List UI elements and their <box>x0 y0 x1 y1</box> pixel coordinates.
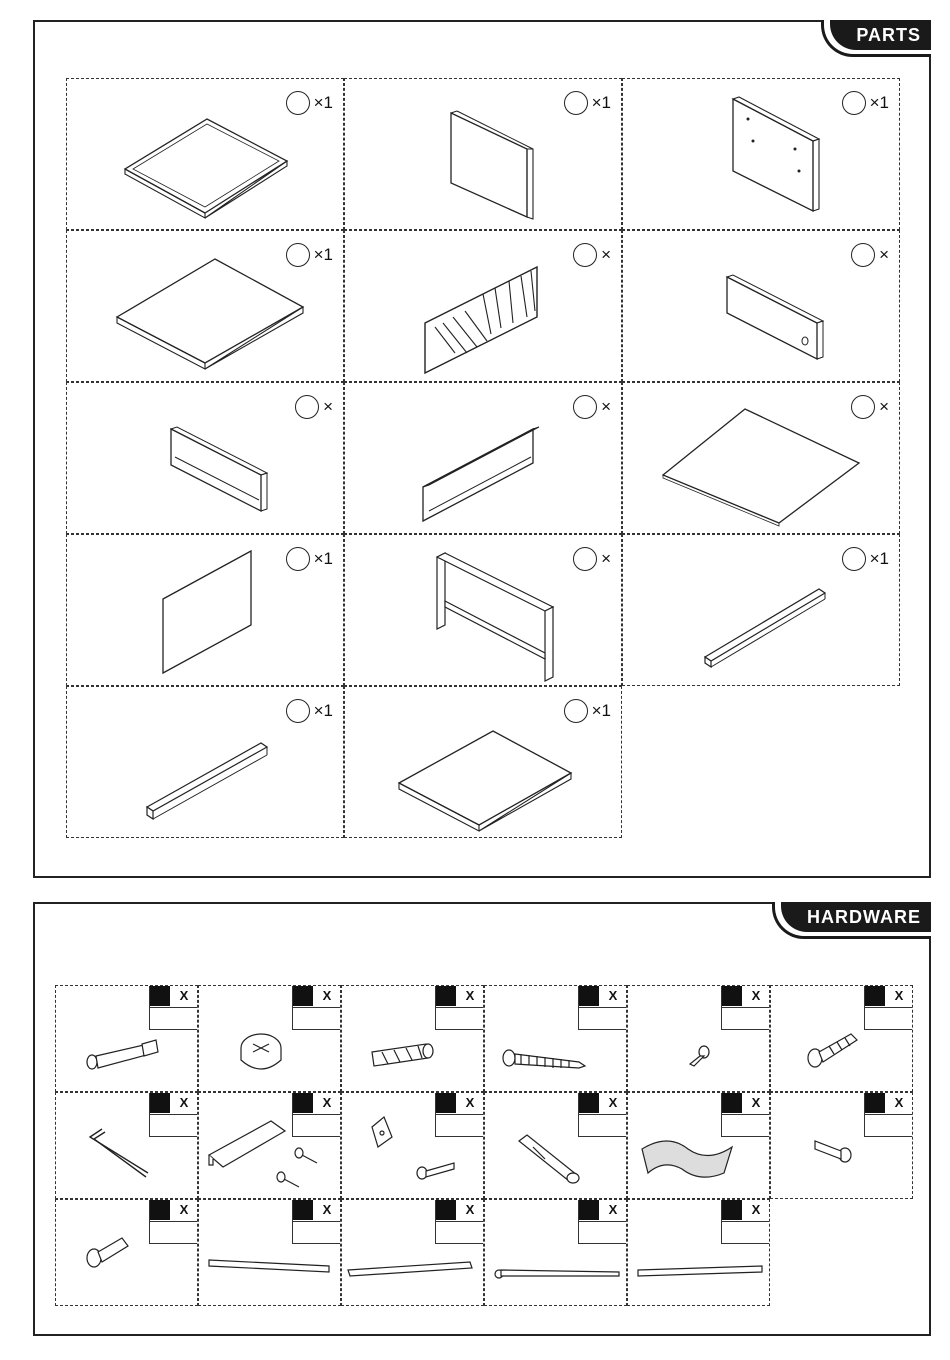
hw-qty-box <box>292 1200 340 1244</box>
hw-qty-box <box>721 1200 769 1244</box>
qty-label: ×1 <box>869 549 889 568</box>
part-number-circle <box>564 91 588 115</box>
part-number-circle <box>842 91 866 115</box>
hw-qty-box <box>149 986 197 1030</box>
part-number-circle <box>286 547 310 571</box>
hw-cell-drawer-slide-d <box>627 1199 770 1306</box>
hw-cell-long-screw <box>484 985 627 1092</box>
qty-label: ×1 <box>313 245 333 264</box>
qty-label: ×1 <box>313 93 333 112</box>
part-cell-drawer-side-right <box>344 382 622 534</box>
part-cell-back-side-panel <box>622 78 900 230</box>
part-number-circle <box>851 395 875 419</box>
part-number-circle <box>573 547 597 571</box>
part-number-circle <box>851 243 875 267</box>
hw-cell-short-bolt <box>55 1199 198 1306</box>
qty-metal-rail-long <box>286 699 333 723</box>
part-cell-drawer-back <box>622 230 900 382</box>
part-cell-metal-rail-short <box>622 534 900 686</box>
qty-label: X <box>894 1095 904 1110</box>
hw-qty-box <box>864 986 912 1030</box>
part-cell-drawer-side-left <box>66 382 344 534</box>
qty-label: X <box>322 1202 332 1217</box>
qty-top-frame-panel <box>286 91 333 115</box>
hw-cell-drawer-slide-a <box>198 1199 341 1306</box>
part-cell-metal-rail-long <box>66 686 344 838</box>
qty-label: X <box>322 988 332 1003</box>
hw-qty-box <box>578 1093 626 1137</box>
hw-cell-cam-lock <box>198 985 341 1092</box>
hw-cell-bolt <box>770 985 913 1092</box>
qty-label: × <box>323 397 333 416</box>
qty-drawer-back <box>851 243 889 267</box>
qty-label: × <box>879 245 889 264</box>
qty-label: X <box>894 988 904 1003</box>
hw-qty-box <box>864 1093 912 1137</box>
qty-label: X <box>465 1095 475 1110</box>
hw-qty-box <box>435 986 483 1030</box>
hw-qty-box <box>578 986 626 1030</box>
qty-label: × <box>601 549 611 568</box>
hw-qty-box <box>435 1093 483 1137</box>
hw-qty-box <box>149 1093 197 1137</box>
hw-qty-box <box>435 1200 483 1244</box>
qty-label: X <box>465 1202 475 1217</box>
part-number-circle <box>286 91 310 115</box>
qty-label: ×1 <box>869 93 889 112</box>
qty-label: X <box>751 1095 761 1110</box>
part-cell-back-panel <box>66 534 344 686</box>
qty-metal-leg-frame <box>573 547 611 571</box>
part-number-circle <box>573 395 597 419</box>
qty-label: X <box>751 1202 761 1217</box>
hw-qty-box <box>721 986 769 1030</box>
qty-label: × <box>879 397 889 416</box>
hw-cell-drawer-slide-b <box>341 1199 484 1306</box>
part-cell-shelf-panel <box>344 686 622 838</box>
part-number-circle <box>286 699 310 723</box>
qty-bottom-panel <box>286 243 333 267</box>
qty-back-panel <box>286 547 333 571</box>
part-cell-side-panel <box>344 78 622 230</box>
hw-cell-drawer-slide-c <box>484 1199 627 1306</box>
qty-label: X <box>179 1095 189 1110</box>
qty-label: X <box>608 1095 618 1110</box>
hardware-title: HARDWARE <box>781 902 931 932</box>
parts-tab <box>821 20 931 57</box>
hardware-tab <box>772 902 931 939</box>
part-cell-bottom-panel <box>66 230 344 382</box>
qty-label: X <box>608 1202 618 1217</box>
hw-cell-corner-bracket-with-screw <box>341 1092 484 1199</box>
part-number-circle <box>842 547 866 571</box>
qty-label: ×1 <box>313 549 333 568</box>
hw-cell-short-screw <box>770 1092 913 1199</box>
hw-cell-allen-key <box>55 1092 198 1199</box>
qty-label: ×1 <box>313 701 333 720</box>
qty-label: ×1 <box>591 701 611 720</box>
hw-qty-box <box>578 1200 626 1244</box>
hw-cell-cam-bolt <box>55 985 198 1092</box>
qty-label: X <box>608 988 618 1003</box>
hw-qty-box <box>292 1093 340 1137</box>
qty-label: X <box>751 988 761 1003</box>
qty-side-panel <box>564 91 611 115</box>
part-cell-top-frame-panel <box>66 78 344 230</box>
part-cell-drawer-bottom <box>622 382 900 534</box>
qty-label: X <box>322 1095 332 1110</box>
qty-label: X <box>465 988 475 1003</box>
hw-cell-handle-with-screws <box>198 1092 341 1199</box>
hw-cell-small-screw <box>627 985 770 1092</box>
hw-qty-box <box>721 1093 769 1137</box>
qty-drawer-front <box>573 243 611 267</box>
hw-qty-box <box>149 1200 197 1244</box>
qty-drawer-side-left <box>295 395 333 419</box>
qty-label: × <box>601 397 611 416</box>
hw-qty-box <box>292 986 340 1030</box>
hw-cell-felt-pad <box>627 1092 770 1199</box>
qty-label: ×1 <box>591 93 611 112</box>
part-number-circle <box>564 699 588 723</box>
qty-label: × <box>601 245 611 264</box>
hw-cell-wood-dowel <box>341 985 484 1092</box>
qty-back-side-panel <box>842 91 889 115</box>
part-number-circle <box>573 243 597 267</box>
qty-drawer-side-right <box>573 395 611 419</box>
qty-metal-rail-short <box>842 547 889 571</box>
part-cell-metal-leg-frame <box>344 534 622 686</box>
qty-label: X <box>179 1202 189 1217</box>
part-number-circle <box>295 395 319 419</box>
part-cell-drawer-front <box>344 230 622 382</box>
hw-cell-wall-anchor <box>484 1092 627 1199</box>
qty-shelf-panel <box>564 699 611 723</box>
parts-title: PARTS <box>830 20 931 50</box>
part-number-circle <box>286 243 310 267</box>
qty-drawer-bottom <box>851 395 889 419</box>
qty-label: X <box>179 988 189 1003</box>
